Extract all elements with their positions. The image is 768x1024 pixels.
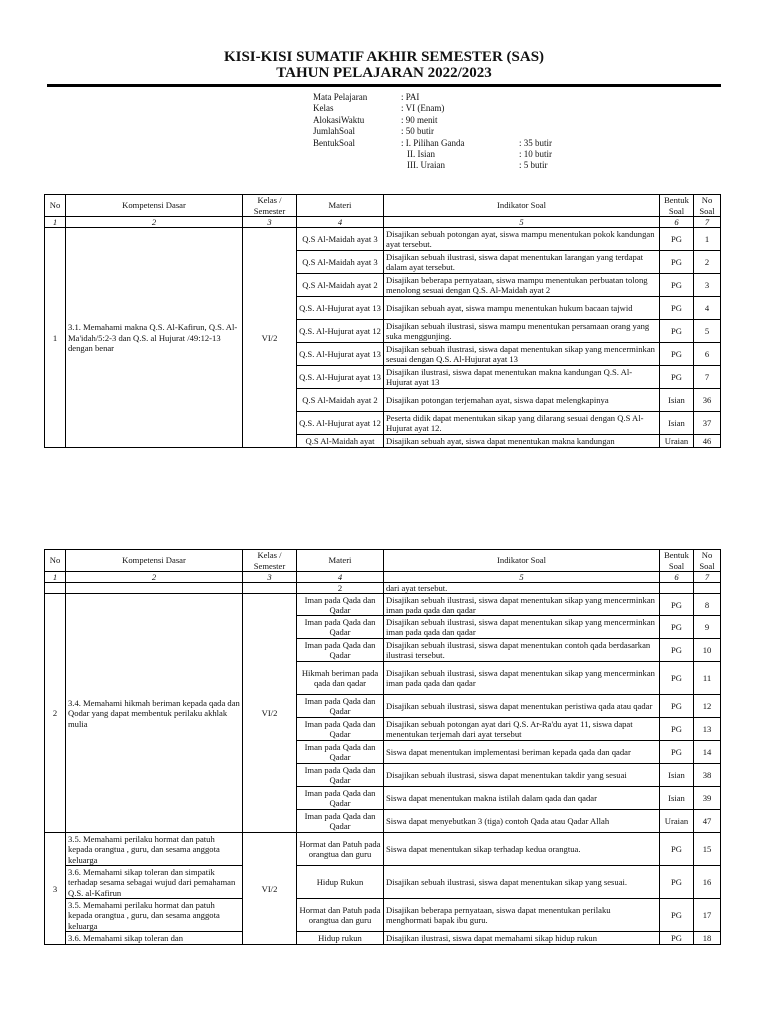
bentuk-soal: Uraian <box>660 435 694 448</box>
kisi-table-2 <box>44 549 721 945</box>
bentuk-soal: Isian <box>660 389 694 412</box>
indikator: Disajikan sebuah ilustrasi, siswa dapat menentukan peristiwa qada atau qadar <box>384 695 660 718</box>
column-number: 6 <box>660 572 694 583</box>
materi: Iman pada Qada dan Qadar <box>297 810 384 833</box>
indikator: Disajikan sebuah ilustrasi, siswa dapat menentukan sikap yang mencerminkan iman pada qada dan qadar <box>384 616 660 639</box>
group-number: 1 <box>45 228 66 448</box>
bentuk-soal: PG <box>660 866 694 899</box>
header-kompetensi-dasar: Kompetensi Dasar <box>66 550 243 572</box>
materi: Q.S. Al-Hujurat ayat 12 <box>297 412 384 435</box>
materi: Iman pada Qada dan Qadar <box>297 695 384 718</box>
nomor-soal: 6 <box>694 343 721 366</box>
materi: Iman pada Qada dan Qadar <box>297 639 384 662</box>
indikator: Disajikan sebuah ayat, siswa mampu menentukan hukum bacaan tajwid <box>384 297 660 320</box>
materi: Q.S. Al-Hujurat ayat 13 <box>297 366 384 389</box>
column-number: 1 <box>45 217 66 228</box>
materi: Iman pada Qada dan Qadar <box>297 616 384 639</box>
materi: Iman pada Qada dan Qadar <box>297 764 384 787</box>
header-indikator-soal: Indikator Soal <box>384 550 660 572</box>
bentuk-item-count: : 5 butir <box>519 160 548 171</box>
nomor-soal: 36 <box>694 389 721 412</box>
materi: Iman pada Qada dan Qadar <box>297 718 384 741</box>
materi: Q.S Al-Maidah ayat 3 <box>297 251 384 274</box>
bentuk-item-name: II. Isian <box>407 148 435 159</box>
bentuk-soal: PG <box>660 899 694 932</box>
bentuk-soal: PG <box>660 695 694 718</box>
bentuk-soal: PG <box>660 741 694 764</box>
column-number: 7 <box>694 572 721 583</box>
indikator: Disajikan potongan terjemahan ayat, siswa dapat melengkapinya <box>384 389 660 412</box>
kompetensi-dasar: 3.5. Memahami perilaku hormat dan patuh kepada orangtua , guru, dan sesama anggota keluarga <box>66 833 243 866</box>
materi: Q.S Al-Maidah ayat 2 <box>297 274 384 297</box>
bentuk-soal: PG <box>660 594 694 616</box>
kompetensi-dasar: 3.4. Memahami hikmah beriman kepada qada dan Qodar yang dapat membentuk perilaku akhlak mulia <box>66 594 243 833</box>
materi: Q.S Al-Maidah ayat 3 <box>297 228 384 251</box>
table-row <box>45 833 721 866</box>
group-number: 3 <box>45 833 66 945</box>
header-bentuk-soal: Bentuk Soal <box>660 195 694 217</box>
header-indikator-soal: Indikator Soal <box>384 195 660 217</box>
header-materi: Materi <box>297 550 384 572</box>
header-kelas-semester: Kelas / Semester <box>243 550 297 572</box>
header-no-soal: No Soal <box>694 195 721 217</box>
indikator: Disajikan sebuah potongan ayat dari Q.S. Ar-Ra'du ayat 11, siswa dapat menentukan terjemah dari ayat tersebut <box>384 718 660 741</box>
mapel-label: Mata Pelajaran <box>313 92 368 102</box>
kompetensi-dasar: 3.6. Memahami sikap toleran dan <box>66 932 243 945</box>
indikator: Disajikan sebuah ilustrasi, siswa dapat menentukan larangan yang terdapat dalam ayat tersebut. <box>384 251 660 274</box>
bentuk-soal: PG <box>660 297 694 320</box>
table-row <box>45 583 721 594</box>
indikator: Disajikan sebuah ilustrasi, siswa dapat menentukan sikap yang mencerminkan sesuai dengan Q.S. Al-Hujurat ayat 13 <box>384 343 660 366</box>
jumlah-label: JumlahSoal <box>313 126 355 137</box>
indikator: Siswa dapat menentukan implementasi beriman kepada qada dan qadar <box>384 741 660 764</box>
materi: Hikmah beriman pada qada dan qadar <box>297 662 384 695</box>
nomor-soal: 39 <box>694 787 721 810</box>
table-row <box>45 899 721 932</box>
column-number: 2 <box>66 572 243 583</box>
materi: Q.S. Al-Hujurat ayat 13 <box>297 297 384 320</box>
bentuk-item-name: : I. Pilihan Ganda <box>401 137 465 148</box>
nomor-soal: 46 <box>694 435 721 448</box>
bentuk-soal: PG <box>660 932 694 945</box>
bentuk-soal: PG <box>660 833 694 866</box>
bentuk-soal: Isian <box>660 787 694 810</box>
column-number: 6 <box>660 217 694 228</box>
nomor-soal: 4 <box>694 297 721 320</box>
indikator: Siswa dapat menentukan sikap terhadap kedua orangtua. <box>384 833 660 866</box>
document-subtitle: TAHUN PELAJARAN 2022/2023 <box>276 65 492 81</box>
nomor-soal: 3 <box>694 274 721 297</box>
nomor-soal: 5 <box>694 320 721 343</box>
materi: Iman pada Qada dan Qadar <box>297 741 384 764</box>
jumlah-value: : 50 butir <box>401 126 434 137</box>
kelas-semester: VI/2 <box>243 833 297 945</box>
column-number: 4 <box>297 572 384 583</box>
kisi-table-1 <box>44 194 721 448</box>
kompetensi-dasar: 3.5. Memahami perilaku hormat dan patuh kepada orangtua , guru, dan sesama anggota keluarga <box>66 899 243 932</box>
title-divider <box>47 84 721 87</box>
indikator: Disajikan sebuah ilustrasi, siswa dapat menentukan sikap yang mencerminkan iman pada qada dan qadar <box>384 594 660 616</box>
column-number: 4 <box>297 217 384 228</box>
kelas-label: Kelas <box>313 103 334 114</box>
indikator: Disajikan ilustrasi, siswa dapat memahami sikap hidup rukun <box>384 932 660 945</box>
table-row <box>45 932 721 945</box>
column-number: 7 <box>694 217 721 228</box>
bentuk-item-count: : 10 butir <box>519 148 552 159</box>
materi: Hidup rukun <box>297 932 384 945</box>
nomor-soal: 17 <box>694 899 721 932</box>
indikator: Disajikan sebuah ilustrasi, siswa mampu menentukan persamaan orang yang suka menggunjing. <box>384 320 660 343</box>
table-row <box>45 594 721 616</box>
kompetensi-dasar: 3.6. Memahami sikap toleran dan simpatik terhadap sesama sebagai wujud dari pemahaman Q.S. al-Kafirun <box>66 866 243 899</box>
column-number: 3 <box>243 572 297 583</box>
bentuk-soal: PG <box>660 366 694 389</box>
materi: 2 <box>297 583 384 594</box>
indikator: Disajikan sebuah ilustrasi, siswa dapat menentukan sikap yang sesuai. <box>384 866 660 899</box>
indikator: Disajikan sebuah potongan ayat, siswa mampu menentukan pokok kandungan ayat tersebut. <box>384 228 660 251</box>
document-title: KISI-KISI SUMATIF AKHIR SEMESTER (SAS) <box>223 49 545 65</box>
column-number: 1 <box>45 572 66 583</box>
nomor-soal: 15 <box>694 833 721 866</box>
bentuk-soal: PG <box>660 616 694 639</box>
indikator: Disajikan ilustrasi, siswa dapat menentukan makna kandungan Q.S. Al-Hujurat ayat 13 <box>384 366 660 389</box>
nomor-soal: 8 <box>694 594 721 616</box>
bentuk-soal: PG <box>660 228 694 251</box>
header-no: No <box>45 195 66 217</box>
materi: Hormat dan Patuh pada orangtua dan guru <box>297 899 384 932</box>
bentuk-item-count: : 35 butir <box>519 137 552 148</box>
kompetensi-dasar: 3.1. Memahami makna Q.S. Al-Kafirun, Q.S. Al-Ma'idah/5:2-3 dan Q.S. al Hujurat /49:12-13 dengan benar <box>66 228 243 448</box>
materi: Iman pada Qada dan Qadar <box>297 787 384 810</box>
header-materi: Materi <box>297 195 384 217</box>
alokasi-value: : 90 menit <box>401 114 438 125</box>
nomor-soal: 2 <box>694 251 721 274</box>
materi: Q.S Al-Maidah ayat 2 <box>297 389 384 412</box>
indikator: Disajikan beberapa pernyataan, siswa mampu menentukan perbuatan tolong menolong sesuai dengan Q.S. Al-Maidah ayat 2 <box>384 274 660 297</box>
indikator: Siswa dapat menentukan makna istilah dalam qada dan qadar <box>384 787 660 810</box>
nomor-soal: 11 <box>694 662 721 695</box>
header-kelas-semester: Kelas / Semester <box>243 195 297 217</box>
bentuk-soal: PG <box>660 718 694 741</box>
bentuk-soal: Isian <box>660 412 694 435</box>
bentuk-soal: PG <box>660 639 694 662</box>
nomor-soal: 12 <box>694 695 721 718</box>
mapel-value: : PAI <box>401 92 420 102</box>
nomor-soal: 47 <box>694 810 721 833</box>
column-number: 3 <box>243 217 297 228</box>
materi: Hidup Rukun <box>297 866 384 899</box>
column-number: 5 <box>384 217 660 228</box>
group-number: 2 <box>45 594 66 833</box>
alokasi-label: AlokasiWaktu <box>313 114 365 125</box>
nomor-soal: 10 <box>694 639 721 662</box>
header-kompetensi-dasar: Kompetensi Dasar <box>66 195 243 217</box>
materi: Hormat dan Patuh pada orangtua dan guru <box>297 833 384 866</box>
column-number: 5 <box>384 572 660 583</box>
table-row <box>45 866 721 899</box>
header-bentuk-soal: Bentuk Soal <box>660 550 694 572</box>
indikator: Siswa dapat menyebutkan 3 (tiga) contoh Qada atau Qadar Allah <box>384 810 660 833</box>
nomor-soal: 9 <box>694 616 721 639</box>
indikator: Disajikan sebuah ilustrasi, siswa dapat menentukan contoh qada berdasarkan ilustrasi tersebut. <box>384 639 660 662</box>
materi: Iman pada Qada dan Qadar <box>297 594 384 616</box>
nomor-soal: 14 <box>694 741 721 764</box>
table-row <box>45 228 721 251</box>
indikator: Disajikan sebuah ilustrasi, siswa dapat menentukan sikap yang mencerminkan iman pada qada dan qadar <box>384 662 660 695</box>
indikator: Disajikan sebuah ilustrasi, siswa dapat menentukan takdir yang sesuai <box>384 764 660 787</box>
nomor-soal: 38 <box>694 764 721 787</box>
bentuk-soal: PG <box>660 343 694 366</box>
bentuk-soal: PG <box>660 251 694 274</box>
indikator: dari ayat tersebut. <box>384 583 660 594</box>
header-no: No <box>45 550 66 572</box>
nomor-soal: 16 <box>694 866 721 899</box>
nomor-soal: 37 <box>694 412 721 435</box>
kelas-semester: VI/2 <box>243 228 297 448</box>
bentuk-soal: Isian <box>660 764 694 787</box>
bentuk-item-name: III. Uraian <box>407 160 445 171</box>
column-number: 2 <box>66 217 243 228</box>
nomor-soal: 13 <box>694 718 721 741</box>
nomor-soal: 18 <box>694 932 721 945</box>
kelas-semester: VI/2 <box>243 594 297 833</box>
bentuk-soal: PG <box>660 274 694 297</box>
bentuk-soal: Uraian <box>660 810 694 833</box>
materi: Q.S. Al-Hujurat ayat 13 <box>297 343 384 366</box>
header-no-soal: No Soal <box>694 550 721 572</box>
indikator: Disajikan sebuah ayat, siswa dapat menentukan makna kandungan <box>384 435 660 448</box>
nomor-soal: 7 <box>694 366 721 389</box>
bentuk-soal: PG <box>660 662 694 695</box>
bentuk-label: BentukSoal <box>313 137 355 148</box>
indikator: Disajikan beberapa pernyataan, siswa dapat menentukan perilaku menghormati bapak ibu guru. <box>384 899 660 932</box>
materi: Q.S Al-Maidah ayat <box>297 435 384 448</box>
kelas-value: : VI (Enam) <box>401 103 445 114</box>
materi: Q.S. Al-Hujurat ayat 12 <box>297 320 384 343</box>
nomor-soal: 1 <box>694 228 721 251</box>
bentuk-soal: PG <box>660 320 694 343</box>
indikator: Peserta didik dapat menentukan sikap yang dilarang sesuai dengan Q.S Al-Hujurat ayat 12. <box>384 412 660 435</box>
